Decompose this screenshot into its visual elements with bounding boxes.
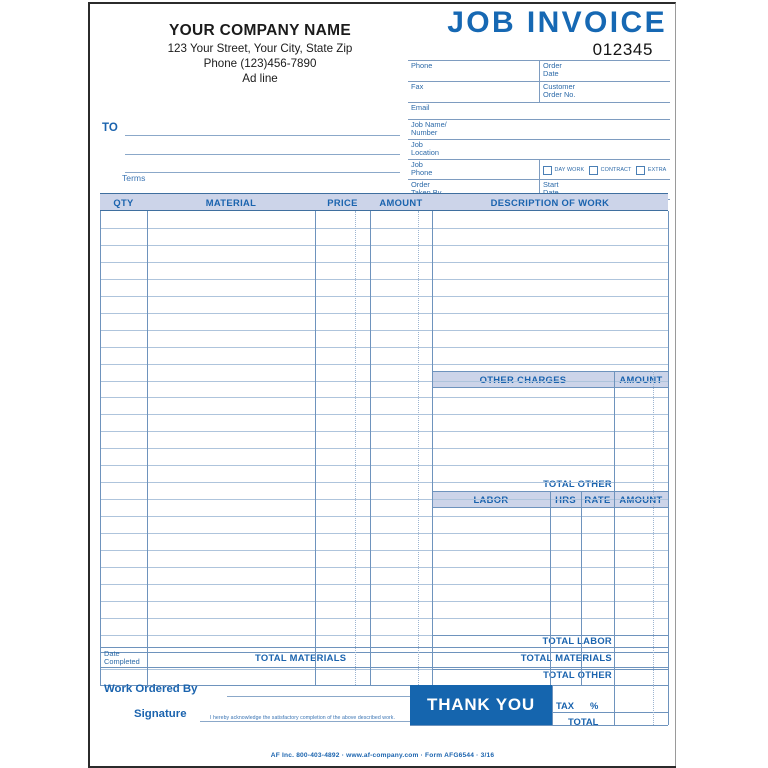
row-rule-19 (100, 533, 668, 534)
info-job-phone-label[interactable] (408, 160, 539, 179)
info-job-location-line2: Location (411, 148, 439, 158)
checkbox-extra-label: EXTRA (647, 167, 667, 174)
row-rule-23 (100, 601, 668, 602)
info-phone-label[interactable]: Phone (411, 61, 433, 70)
total-materials-right-label: TOTAL MATERIALS (520, 652, 612, 663)
work-type-checkbox-group (539, 160, 670, 179)
percent-label: % (590, 700, 599, 711)
row-rule-1 (100, 228, 668, 229)
info-customer-order-label[interactable] (539, 82, 670, 102)
invoice-number: 012345 (592, 40, 653, 59)
cents-dots-amount (418, 211, 419, 685)
col-header-material: MATERIAL (205, 196, 257, 208)
checkbox-extra[interactable] (636, 166, 645, 175)
company-address: 123 Your Street, Your City, State Zip (167, 42, 353, 55)
col-sep-labor-hrs (550, 491, 551, 685)
row-rule-17 (100, 499, 668, 500)
to-label: TO (102, 122, 118, 134)
info-order-date-line1: Order (543, 61, 562, 70)
total-other-bottom-label: TOTAL OTHER (543, 669, 612, 680)
checkbox-contract-label: CONTRACT (600, 167, 632, 174)
row-rule-22 (100, 584, 668, 585)
info-fax-label[interactable]: Fax (411, 82, 424, 91)
row-rule-2 (100, 245, 668, 246)
checkbox-day-work-label: DAY WORK (554, 167, 585, 174)
company-block (110, 22, 410, 85)
grid-left-edge (100, 211, 101, 685)
tax-left-edge (552, 685, 553, 725)
row-rule-9 (100, 364, 668, 365)
to-line-3[interactable] (125, 172, 400, 173)
date-completed-bottom-rule (100, 667, 668, 668)
row-rule-11 (100, 397, 668, 398)
signature-fine-print: I hereby acknowledge the satisfactory completion of the above described work. (210, 715, 395, 721)
info-job-phone-line2: Phone (411, 168, 433, 178)
row-rule-5 (100, 296, 668, 297)
to-line-2[interactable] (125, 154, 400, 155)
col-sep-amount-description (432, 211, 433, 685)
row-rule-24 (100, 618, 668, 619)
other-charges-label: OTHER CHARGES (479, 374, 567, 385)
cents-dots-other-amount (653, 371, 654, 685)
col-header-price: PRICE (327, 196, 358, 208)
row-rule-3 (100, 262, 668, 263)
row-rule-4 (100, 279, 668, 280)
col-header-qty: QTY (113, 196, 134, 208)
info-email-label[interactable]: Email (411, 103, 430, 112)
row-rule-13 (100, 431, 668, 432)
row-rule-6 (100, 313, 668, 314)
info-order-date-label[interactable] (539, 61, 670, 81)
tax-box-top-rule (552, 685, 668, 686)
date-completed-label[interactable] (104, 650, 140, 666)
row-rule-18 (100, 516, 668, 517)
row-rule-8 (100, 347, 668, 348)
terms-label: Terms (122, 173, 146, 183)
row-rule-21 (100, 567, 668, 568)
labor-rate-label: RATE (584, 494, 611, 505)
job-info-grid (408, 60, 670, 200)
work-ordered-by-label: Work Ordered By (104, 683, 198, 695)
info-start-date-line1: Start (543, 180, 559, 189)
left-total-rule (100, 652, 432, 653)
info-job-phone-line1: Job (411, 160, 423, 169)
tax-col-sep (614, 685, 615, 725)
row-rule-15 (100, 465, 668, 466)
total-labor-label: TOTAL LABOR (542, 635, 612, 646)
info-job-name-label[interactable] (408, 120, 670, 139)
labor-hrs-label: HRS (555, 494, 576, 505)
company-phone: Phone (123)456-7890 (203, 57, 317, 70)
date-completed-top-rule (100, 647, 668, 648)
company-name: YOUR COMPANY NAME (169, 22, 351, 39)
total-materials-left-label: TOTAL MATERIALS (255, 652, 347, 663)
row-rule-16 (100, 482, 668, 483)
checkbox-day-work[interactable] (543, 166, 552, 175)
date-completed-line1: Date (104, 649, 120, 658)
info-job-location-line1: Job (411, 140, 423, 149)
other-charges-amount-label: AMOUNT (619, 374, 663, 385)
tax-right-edge (668, 685, 669, 725)
col-sep-material-price (315, 211, 316, 685)
row-rule-20 (100, 550, 668, 551)
row-rule-7 (100, 330, 668, 331)
total-label: TOTAL (568, 716, 599, 727)
info-customer-order-line2: Order No. (543, 90, 576, 100)
tax-total-sep-rule (552, 712, 668, 713)
col-sep-qty-material (147, 211, 148, 685)
date-completed-line2: Completed (104, 657, 140, 667)
col-sep-total-amount (614, 635, 615, 685)
checkbox-contract[interactable] (589, 166, 598, 175)
invoice-sheet (88, 2, 676, 766)
info-job-location-label[interactable] (408, 140, 670, 159)
info-customer-order-line1: Customer (543, 82, 576, 91)
total-other-mid-label: TOTAL OTHER (543, 478, 612, 489)
row-rule-10 (100, 381, 668, 382)
company-ad-line: Ad line (242, 72, 278, 85)
info-order-date-line2: Date (543, 69, 559, 79)
to-line-1[interactable] (125, 135, 400, 136)
cents-dots-price (355, 211, 356, 685)
line-items-grid (100, 193, 668, 680)
signature-label: Signature (134, 708, 187, 720)
grid-right-edge (668, 211, 669, 685)
info-job-name-line2: Number (411, 128, 438, 138)
tax-cents-dots (653, 685, 654, 725)
page-title: JOB INVOICE (447, 6, 667, 39)
labor-amount-label: AMOUNT (619, 494, 663, 505)
tax-label: TAX (556, 700, 575, 711)
form-footer: AF Inc. 800-403-4892 · www.af-company.com · Form AFG6544 · 3/16 (270, 752, 495, 759)
info-order-taken-line1: Order (411, 180, 430, 189)
labor-label: LABOR (473, 494, 509, 505)
row-rule-12 (100, 414, 668, 415)
col-sep-hrs-rate (581, 491, 582, 685)
bottom-block-rule (410, 725, 668, 726)
col-header-description: DESCRIPTION OF WORK (490, 196, 610, 208)
col-sep-price-amount (370, 211, 371, 685)
info-job-name-line1: Job Name/ (411, 120, 447, 129)
col-header-amount: AMOUNT (379, 196, 423, 208)
row-rule-14 (100, 448, 668, 449)
thank-you-banner: THANK YOU (410, 685, 552, 725)
